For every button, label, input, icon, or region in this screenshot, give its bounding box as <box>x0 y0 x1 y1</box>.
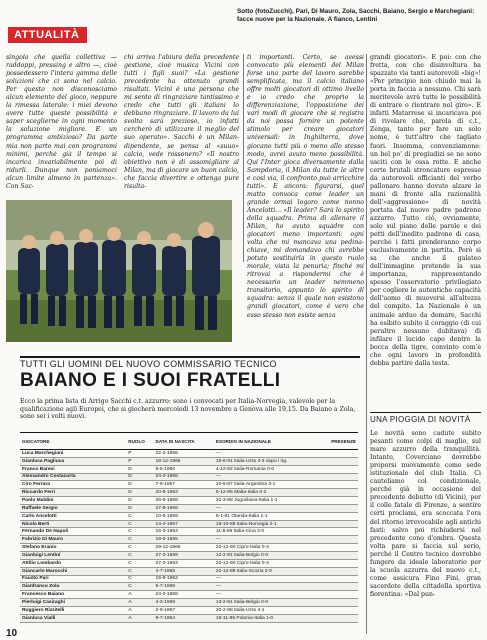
section-label: ATTUALITÀ <box>8 27 87 43</box>
table-row <box>20 504 358 512</box>
cell-role: A <box>126 614 153 622</box>
column-rule <box>366 54 367 634</box>
article-column-3: ti importanti. Certo, se avessi convocato più elementi del Milan forse una parte del lavoro sarebbe semplificata, ma il calcio italiano offre molti giocatori di ottimo livello e io credo che proprio la differenziazione, l'opposizione dei vari modi di giocare che si registra da noi possa fornire un potente stimolo per creare giocatori universali: in Inghilterra, dove giocano tutti più o meno allo stesso modo, avrei avuto meno possibilità. Qui l'Inter gioca diversamente dalla Sampdoria, il Milan da tutte le altre e così via, il confronto può arricchire tutti». E ancora: figurarsi, quel matto convoca come leader un grande ormai logoro come nonno Ancelotti... «Il leader? Sarà lo spirito della squadra. Prima di allenare il Milan, ho avuto squadre con giocatori meno importanti: ogni volta che mi mancava una pedina-chiave, mi domandavo chi avrebbe potuto sostituirla in questo ruolo morale, vista la penuria; finché mi ritrovai a rispondermi che è necessario un leader nemmeno transitorio, appunto lo spirito di squadra: senza il quale non esistono grandi giocatori, come è vero che esso stesso non esiste senza <box>247 54 364 319</box>
cell-role: C <box>126 551 153 559</box>
col-header-role: RUOLO <box>126 433 153 450</box>
cell-role: D <box>126 489 153 497</box>
cell-role: C <box>126 536 153 544</box>
cell-player-name: Gianluca Vialli <box>20 614 126 622</box>
cell-birthdate: 24-2-1968 <box>154 591 214 599</box>
cell-debut: 22-12-90 Cipro-Italia 0-4 <box>214 559 329 567</box>
cell-debut: 22-12-90 Cipro-Italia 0-4 <box>214 544 329 552</box>
cell-role: C <box>126 544 153 552</box>
cell-birthdate: 5-7-1966 <box>154 583 214 591</box>
cell-debut: 12-2-91 Italia-Belgio 0-0 <box>214 551 329 559</box>
cell-birthdate: 18-12-1966 <box>154 457 214 465</box>
article-column-4: grandi giocatori». E poi: con che fretta, con che disinvoltura ha spazzato via tanti autorevoli «big»! «Per principio non chiudo mai la porta in faccia a nessuno. Chi sarà meritevole avrà tutte le possibilità di entrare o rientrare nel giro». E infatti Matarrese si incaricava poi di rivelare che, parola di c.t., Zenga, tanto per fare un solo nome, è tutt'altro che tagliato fuori. Insomma, convenziamone: un bel po' di pregiudizi se ne sono usciti con le ossa rotte. E anche certe brutali stroncature espresse da autorevoli officianti del verbo pallonaro hanno dovuto alzare le mani di fronte alla razionalità dell'«aggressione» di novità portata dal nuovo padre padrone azzurro. Tutto ciò, ovviamente, solo sul piano delle parole e dei petti dell'inedito padrone di casa, perché i fatti prenderanno corpo esclusivamente in partita. Però si sa che anche il galateo dell'immagine pretende la sua importanza, rappresentando spesso l'osservatorio privilegiato per cogliere le autentiche capacità dell'uomo di muoversi all'altezza del compito. La Nazionale è un animale arduo da domare, Sacchi ha esibito subito il coraggio (di cui peraltro nessuno dubitava) di infilare il lucido capo dentro la bocca della tigre, convinto com'è che ogni lavoro in profondità debba partire dalla testa. <box>370 54 481 367</box>
article-column-1: singola che quella collettiva — raddoppi, pressing e altro —, cioè possedessero l'intera gamma delle soluzioni che ci sono nel calcio. Per questo non disconosciamo alcun elemento del gioco, neppure la rimessa laterale: i miei devono avere tutte queste possibilità e saper sceglierne in ogni momento la soluzione migliore. E un programma ambizioso? Da parte mia non parto mai con programmi minimi, perché già il tempo si incarica invariabilmente poi di ridurli. Dunque non poniamoci alcun limite almeno in partenza». Con Sac- <box>6 54 117 190</box>
article-column-5: Le novità sono cadute subito pesanti come colpi di maglio, sul mare azzurro della tranquillità. Intanto, Coverciano dovrebbe proporsi nuovamente come sede istituzionale del club Italia. Ci cauteliamo col condizionale, perché già in occasione del precedente debutto (di Vicini), per il colle fatale di Firenze, a sentire certi proclami, era scoccata l'ora del ritorno irrevocabile agli antichi fasti: salvo poi richiudersi nel precedente cono d'ombra. Questa volta pare si faccia sul serio, perché il Centro tecnico dovrebbe fungere da ideale laboratorio per la scuola azzurra del nuovo c.t., come assicura Fino Fini, gran sacerdote della cittadella sportiva fiorentina: «Dal pun- <box>370 430 481 598</box>
roster-header-row <box>20 433 358 450</box>
cell-caps <box>329 536 358 544</box>
cell-caps <box>329 520 358 528</box>
col-header-caps: PRESENZE <box>329 433 358 450</box>
cell-role: C <box>126 567 153 575</box>
box-headline: BAIANO E I SUOI FRATELLI <box>20 370 281 391</box>
cell-caps <box>329 583 358 591</box>
cell-birthdate: 27-3-1963 <box>154 559 214 567</box>
col-header-debut: ESORDIO IN NAZIONALE <box>214 433 329 450</box>
cell-birthdate: 24-4-1966 <box>154 473 214 481</box>
cell-caps <box>329 481 358 489</box>
cell-caps <box>329 599 358 607</box>
table-row <box>20 536 358 544</box>
cell-player-name: Ciro Ferrara <box>20 481 126 489</box>
table-row <box>20 567 358 575</box>
cell-caps <box>329 450 358 458</box>
cell-caps <box>329 465 358 473</box>
cell-caps <box>329 473 358 481</box>
table-row <box>20 559 358 567</box>
cell-role: C <box>126 512 153 520</box>
table-row <box>20 465 358 473</box>
cell-birthdate: 14-4-1967 <box>154 520 214 528</box>
cell-player-name: Gianfranco Zola <box>20 583 126 591</box>
table-row <box>20 575 358 583</box>
cell-role: D <box>126 497 153 505</box>
cell-player-name: Fausto Pari <box>20 575 126 583</box>
cell-debut: — <box>214 583 329 591</box>
cell-role: D <box>126 481 153 489</box>
cell-role: D <box>126 465 153 473</box>
table-row <box>20 599 358 607</box>
roster-body <box>20 450 358 623</box>
cell-birthdate: 15-9-1962 <box>154 575 214 583</box>
article-column-2: chi arriva l'abiura della precedente gestione, cioè musica Vicini con tutti i figli suoi? «La gestione precedente ha ottenuto grandi risultati. Vicini è una persona che mi sento di ringraziare tantissimo e credo che tutti gli italiani lo debbano ringraziare. Il lavoro da lui svolto sarà prezioso, io infatti cercherò di utilizzare il meglio del suo operato». Sacchi è un Milan-dipendente, se pensa al «suuo» calcio, vede rossonero? «Il nostro obiettivo non è di assomigliare al Milan, ma di giocare un buon calcio, che faccia divertire e ottenga pure risulta- <box>124 54 239 190</box>
cell-caps <box>329 457 358 465</box>
cell-debut: 20-2-88 Italia-Urss 4-1 <box>214 606 329 614</box>
cell-debut: 4-12-82 Italia-Romania 0-0 <box>214 465 329 473</box>
cell-caps <box>329 504 358 512</box>
cell-caps <box>329 575 358 583</box>
cell-player-name: Fernando De Napoli <box>20 528 126 536</box>
table-row <box>20 512 358 520</box>
table-row <box>20 450 358 458</box>
cell-debut: 16-6-91 Italia-Urss 4-3 dopo i rig. <box>214 457 329 465</box>
cell-debut: — <box>214 575 329 583</box>
cell-player-name: Riccardo Ferri <box>20 489 126 497</box>
page-number: 10 <box>6 628 18 639</box>
cell-role: C <box>126 559 153 567</box>
cell-role: D <box>126 473 153 481</box>
cell-role: A <box>126 606 153 614</box>
cell-player-name: Attilio Lombardo <box>20 559 126 567</box>
cell-caps <box>329 559 358 567</box>
cell-player-name: Paolo Maldini <box>20 497 126 505</box>
cell-birthdate: 18-6-1965 <box>154 536 214 544</box>
page-header <box>0 0 487 48</box>
photo-caption: Sotto (fotoZucchi), Pari, Di Mauro, Zola, Sacchi, Baiano, Sergio e Marchegiani: facce nuove per la Nazionale. A fianco, Lentini <box>237 8 475 23</box>
cell-role: C <box>126 583 153 591</box>
cell-role: A <box>126 591 153 599</box>
cell-debut: 19-10-88 Italia-Norvegia 2-1 <box>214 520 329 528</box>
table-row <box>20 497 358 505</box>
table-row <box>20 614 358 622</box>
cell-birthdate: 26-6-1968 <box>154 497 214 505</box>
cell-player-name: Giancarlo Marocchi <box>20 567 126 575</box>
cell-birthdate: 29-12-1966 <box>154 544 214 552</box>
cell-debut: 16-11-85 Polonia-Italia 1-0 <box>214 614 329 622</box>
cell-debut: 22-12-88 Italia-Scozia 2-0 <box>214 567 329 575</box>
cell-role: D <box>126 504 153 512</box>
table-row <box>20 591 358 599</box>
table-row <box>20 606 358 614</box>
cell-debut: 6-1-81 Olanda-Italia 1-1 <box>214 512 329 520</box>
cell-player-name: Raffaele Sergio <box>20 504 126 512</box>
cell-debut: 11-5-86 Italia-Cina 2-0 <box>214 528 329 536</box>
cell-player-name: Gianluigi Lentini <box>20 551 126 559</box>
cell-birthdate: 27-8-1966 <box>154 504 214 512</box>
cell-debut: 6-12-86 Malta-Italia 0-2 <box>214 489 329 497</box>
cell-caps <box>329 512 358 520</box>
cell-player-name: Pierluigi Casiraghi <box>20 599 126 607</box>
cell-caps <box>329 497 358 505</box>
col-header-player: GIOCATORE <box>20 433 126 450</box>
roster-box <box>20 356 360 636</box>
cell-debut: — <box>214 473 329 481</box>
cell-birthdate: 9-7-1964 <box>154 614 214 622</box>
cell-player-name: Ruggiero Rizzitelli <box>20 606 126 614</box>
table-row <box>20 551 358 559</box>
sidebar-heading: UNA PIOGGIA DI NOVITÀ <box>370 412 481 424</box>
cell-role: P <box>126 457 153 465</box>
cell-player-name: Francesco Baiano <box>20 591 126 599</box>
cell-birthdate: 8-5-1960 <box>154 465 214 473</box>
cell-caps <box>329 544 358 552</box>
table-row <box>20 544 358 552</box>
table-row <box>20 457 358 465</box>
cell-player-name: Carlo Ancelotti <box>20 512 126 520</box>
table-row <box>20 583 358 591</box>
table-row <box>20 520 358 528</box>
cell-debut: — <box>214 536 329 544</box>
cell-birthdate: 15-3-1964 <box>154 528 214 536</box>
cell-role: C <box>126 528 153 536</box>
cell-debut: — <box>214 450 329 458</box>
table-row <box>20 473 358 481</box>
cell-caps <box>329 614 358 622</box>
cell-birthdate: 20-8-1963 <box>154 489 214 497</box>
cell-birthdate: 4-3-1969 <box>154 599 214 607</box>
box-intro: Ecco la prima lista di Arrigo Sacchi c.t. azzurro: sono i convocati per Italia-Norvegia, valevole per la qualificazione agli Europei, che si giocherà mercoledì 13 novembre a Genova alle 19,15. Da Baiano a Zola, sono sei i volti nuovi. <box>20 398 356 420</box>
table-row <box>20 528 358 536</box>
cell-birthdate: 2-9-1967 <box>154 606 214 614</box>
cell-player-name: Alessandro Costacurta <box>20 473 126 481</box>
cell-role: P <box>126 450 153 458</box>
cell-birthdate: 4-7-1965 <box>154 567 214 575</box>
cell-caps <box>329 591 358 599</box>
cell-caps <box>329 551 358 559</box>
cell-player-name: Luca Marchegiani <box>20 450 126 458</box>
cell-debut: 10-6-87 Italia-Argentina 3-1 <box>214 481 329 489</box>
cell-caps <box>329 489 358 497</box>
cell-role: C <box>126 520 153 528</box>
box-kicker: TUTTI GLI UOMINI DEL NUOVO COMMISSARIO TECNICO <box>20 356 360 369</box>
cell-role: C <box>126 575 153 583</box>
table-row <box>20 489 358 497</box>
col-header-birthdate: DATA DI NASCITA <box>154 433 214 450</box>
table-row <box>20 481 358 489</box>
cell-birthdate: 10-6-1959 <box>154 512 214 520</box>
cell-caps <box>329 606 358 614</box>
cell-debut: 13-2-91 Italia-Belgio 0-0 <box>214 599 329 607</box>
roster-table <box>20 432 358 623</box>
cell-birthdate: 22-2-1966 <box>154 450 214 458</box>
cell-role: A <box>126 599 153 607</box>
cell-player-name: Nicola Berti <box>20 520 126 528</box>
cell-debut: — <box>214 504 329 512</box>
cell-debut: 31-3-88 Jugoslavia-Italia 1-1 <box>214 497 329 505</box>
cell-caps <box>329 528 358 536</box>
cell-debut: — <box>214 591 329 599</box>
cell-birthdate: 27-3-1969 <box>154 551 214 559</box>
cell-player-name: Stefano Eranio <box>20 544 126 552</box>
cell-player-name: Gianluca Pagliuca <box>20 457 126 465</box>
cell-birthdate: 7-6-1967 <box>154 481 214 489</box>
cell-player-name: Franco Baresi <box>20 465 126 473</box>
column-rule <box>243 54 244 262</box>
cell-player-name: Fabrizio Di Mauro <box>20 536 126 544</box>
team-photo <box>6 200 232 342</box>
cell-caps <box>329 567 358 575</box>
